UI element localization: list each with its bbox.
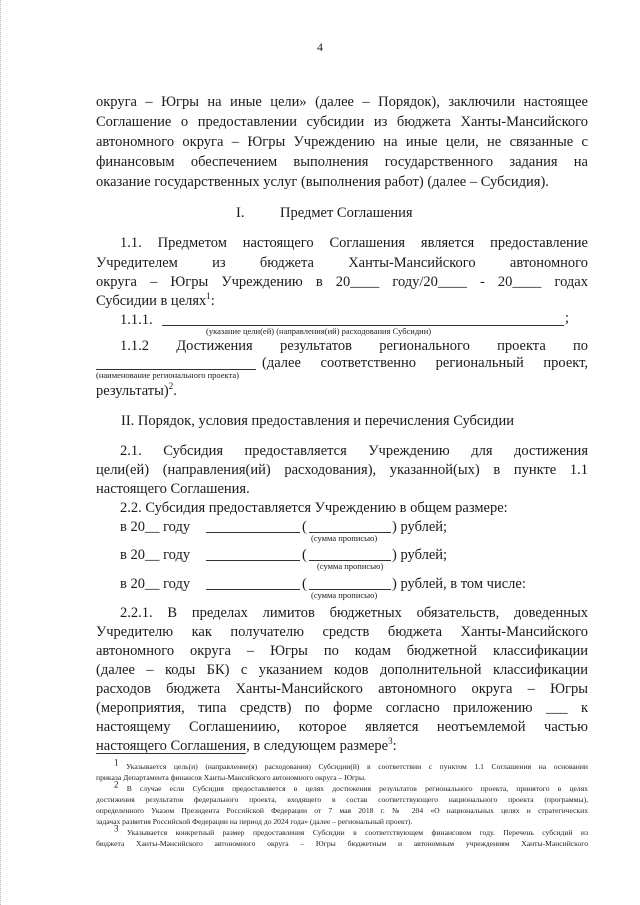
section-title: II. Порядок, условия предоставления и перечисления Субсидии	[121, 413, 515, 429]
clause-2-2-1-line: расходов бюджета Ханты-Мансийского автономного округа – Югры	[96, 681, 588, 697]
clause-1-1-text: Субсидии в целях	[96, 293, 207, 309]
clause-2-1-line: 2.1. Субсидия предоставляется Учреждению для достижения	[120, 443, 588, 459]
field-caption: (сумма прописью)	[311, 590, 378, 600]
clause-2-2-1-text: настоящего Соглашения, в следующем размере	[96, 738, 389, 754]
scan-edge	[0, 0, 5, 905]
footnote-text: Указывается конкретный размер предоставления Субсидии в соответствующем финансовом году. Перечень субсидий из	[126, 828, 588, 837]
footnote-ref: 1	[206, 291, 211, 302]
clause-1-1-line: 1.1. Предметом настоящего Соглашения является предоставление	[120, 235, 588, 251]
footnote-line: приказа Департамента финансов Ханты-Мансийского автономного округа – Югры.	[96, 773, 366, 782]
fill-blank	[206, 532, 300, 533]
footnote-text: В случае если Субсидия предоставляется в целях достижения результатов регионального проекта, принятого в целях	[126, 784, 588, 793]
field-caption: (наименование регионального проекта)	[96, 370, 239, 380]
footnote-line	[96, 757, 588, 773]
footnote-line	[96, 823, 588, 839]
footnote-line: определенного Указом Президента Российской Федерации от 7 мая 2018 г. № 204 «О национальных целях и стратегических	[96, 806, 588, 815]
fill-blank	[206, 560, 300, 561]
amount-year: в 20__ году	[120, 576, 191, 592]
footnote-line: достижения результатов федерального проекта, входящего в состав соответствующего национального проекта (программы),	[96, 795, 588, 804]
amount-tail: ) рублей, в том числе:	[392, 576, 526, 592]
paren-open: (	[302, 547, 307, 563]
paren-open: (	[302, 576, 307, 592]
section-number: I.	[236, 205, 245, 221]
page-number: 4	[317, 40, 323, 54]
clause-2-2-1-line: (далее – коды БК) с указанием кодов дополнительной классификации	[96, 662, 588, 678]
clause-1-1-1-label: 1.1.1.	[120, 312, 153, 328]
footnote-separator	[96, 753, 246, 754]
intro-line: автономного округа – Югры Учреждению на иные цели, не связанные с	[96, 134, 588, 150]
clause-2-2-1-line: 2.2.1. В пределах лимитов бюджетных обязательств, доведенных	[120, 605, 588, 621]
clause-2-2-1-line: Учредителю как получателю средств бюджета Ханты-Мансийского	[96, 624, 588, 640]
footnote-ref: 3	[388, 736, 393, 747]
amount-year: в 20__ году	[120, 519, 191, 535]
footnote-text: Указывается цель(и) (направление(я) расходования) Субсидии(й) в соответствии с пунктом 1.1 Соглашения на основании	[126, 762, 588, 771]
amount-year: в 20__ году	[120, 547, 191, 563]
footnote-line: задачах развития Российской Федерации на период до 2024 года» (далее – региональный проект).	[96, 817, 413, 826]
field-caption: (указание цели(ей) (направления(ий) расходования Субсидии)	[206, 326, 432, 336]
field-caption: (сумма прописью)	[317, 561, 384, 571]
clause-2-2-1-line: (мероприятия, типа средств) по форме согласно приложению ___ к	[96, 700, 588, 716]
clause-2-1-line: цели(ей) (направления(ий) расходования), указанной(ых) в пункте 1.1	[96, 462, 588, 478]
clause-2-2-1-line: автономного округа – Югры по кодам бюджетной классификации	[96, 643, 588, 659]
clause-1-1-2-line: результаты)$^2$.	[96, 381, 177, 399]
amount-tail: ) рублей;	[392, 519, 448, 535]
section-title: Предмет Соглашения	[280, 205, 413, 221]
fill-blank	[206, 589, 300, 590]
intro-line: округа – Югры на иные цели» (далее – Порядок), заключили настоящее	[96, 94, 588, 110]
intro-line: Соглашение о предоставлении субсидии из бюджета Ханты-Мансийского	[96, 114, 588, 130]
clause-2-2-1-line: настоящему Соглашениию, которое является неотъемлемой частью	[96, 719, 588, 735]
clause-1-1-2-line: (далее соответственно региональный проект,	[262, 355, 588, 371]
footnote-ref: 2	[168, 381, 174, 392]
intro-line: оказание государственных услуг (выполнения работ) (далее – Субсидия).	[96, 174, 549, 190]
amount-tail: ) рублей;	[392, 547, 448, 563]
footnote-mark: 2	[114, 779, 119, 790]
paren-open: (	[302, 519, 307, 535]
clause-2-2-line: 2.2. Субсидия предоставляется Учреждению в общем размере:	[120, 500, 508, 516]
clause-2-1-line: настоящего Соглашения.	[96, 481, 250, 497]
footnote-line: бюджета Ханты-Мансийского автономного округа – Югры бюджетным и автономным учреждениям Ханты-Мансийского	[96, 839, 588, 848]
footnote-mark: 3	[114, 823, 119, 834]
clause-1-1-line: Субсидии в целях$^1$:	[96, 291, 215, 309]
footnote-mark: 1	[114, 757, 119, 768]
clause-1-1-line: округа – Югры Учреждению в 20____ году/20____ - 20____ годах	[96, 274, 588, 290]
field-caption: (сумма прописью)	[311, 533, 378, 543]
footnote-line	[96, 779, 588, 795]
clause-1-1-2-line: 1.1.2 Достижения результатов регионального проекта по	[120, 338, 588, 354]
clause-1-1-line: Учредителем из бюджета Ханты-Мансийского автономного	[96, 255, 588, 271]
clause-1-1-2-text: результаты)	[96, 383, 169, 399]
clause-end-mark: ;	[565, 310, 570, 326]
clause-2-2-1-line: настоящего Соглашения, в следующем размере$^3$:	[96, 736, 397, 754]
intro-line: финансовым обеспечением выполнения государственного задания на	[96, 154, 588, 170]
